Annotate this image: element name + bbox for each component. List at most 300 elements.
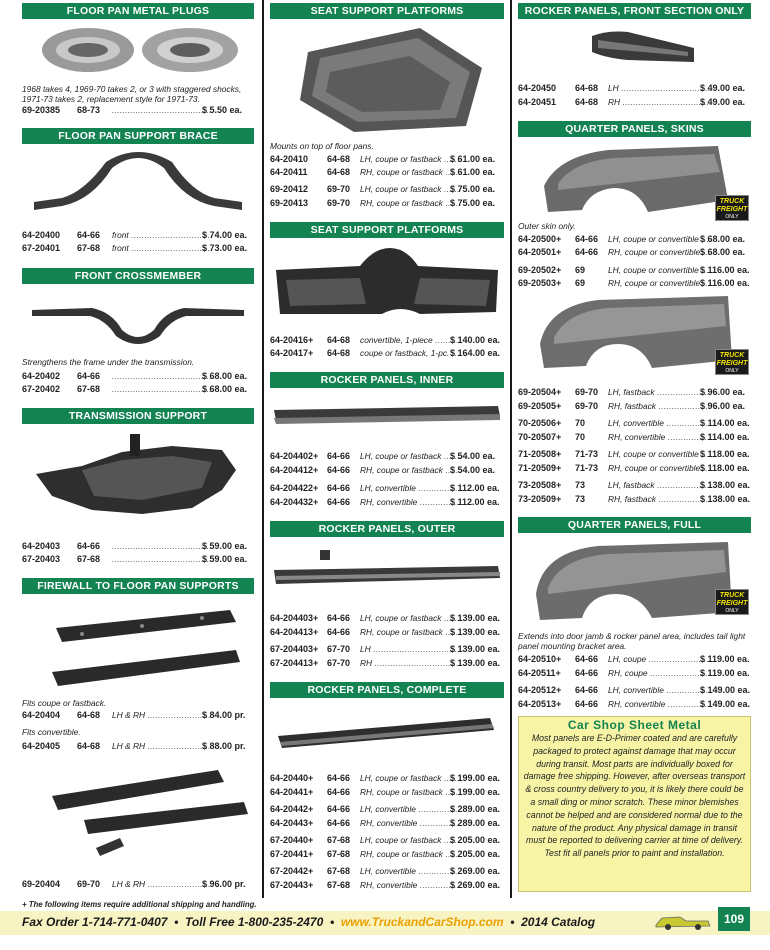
part-description: LH, coupe or convertible ..... — [608, 448, 710, 460]
notice-body: Most panels are E-D-Primer coated and are carefully packaged to protect against damage that may occur during transit. Most parts are individually boxed for damage free shipping. However, after overseas transport & cross country delivery to you, it is likely there could be a small ding or minor scratch. These minor blemishes cannot be helped and are considered normal due to the nature of the product. Any physical damage in transit must be reported to delivering carrier at time of delivery. Test fit all panels prior to paint and installation. — [523, 733, 746, 859]
section-header: QUARTER PANELS, FULL — [518, 517, 751, 533]
model-years: 64-66 — [327, 483, 351, 493]
convertible-platform-image — [270, 244, 504, 324]
part-price: $ 96.00 pr. — [202, 879, 246, 889]
part-description: LH, convertible ..... — [360, 803, 460, 815]
model-years: 64-66 — [575, 685, 599, 695]
part-price: $ 164.00 ea. — [450, 348, 501, 358]
footer-contact: Fax Order 1-714-771-0407 • Toll Free 1-800-235-2470 • www.TruckandCarShop.com • 2014 Catalog — [22, 915, 596, 929]
part-number: 64-20443+ — [270, 818, 314, 828]
model-years: 70 — [575, 418, 586, 428]
truck-freight-badge: TRUCK FREIGHT ONLY — [715, 349, 749, 375]
section-header: FIREWALL TO FLOOR PAN SUPPORTS — [22, 578, 254, 594]
part-description: RH ..... — [608, 96, 710, 108]
part-number: 64-20400 — [22, 230, 61, 240]
part-row — [518, 386, 751, 398]
section-header: ROCKER PANELS, COMPLETE — [270, 682, 504, 698]
section-header: ROCKER PANELS, OUTER — [270, 521, 504, 537]
part-row — [518, 277, 751, 289]
part-number: 64-20510+ — [518, 654, 562, 664]
part-price: $ 88.00 pr. — [202, 741, 246, 751]
part-price: $ 112.00 ea. — [450, 497, 500, 507]
part-number: 67-20443+ — [270, 880, 314, 890]
part-price: $ 73.00 ea. — [202, 243, 248, 253]
part-description: RH, fastback ..... — [608, 400, 710, 412]
part-row — [270, 848, 504, 860]
part-number: 67-204413+ — [270, 658, 319, 668]
part-row — [270, 803, 504, 815]
part-description: LH & RH ..... — [112, 709, 212, 721]
model-years: 70 — [575, 432, 586, 442]
part-price: $ 138.00 ea. — [700, 480, 751, 490]
part-price: $ 138.00 ea. — [700, 494, 751, 504]
outer-rocker-image — [270, 546, 504, 596]
part-number: 64-20513+ — [518, 699, 562, 709]
section-note: Extends into door jamb & rocker panel area, includes tail light panel mounting bracket area. — [518, 631, 746, 651]
model-years: 73 — [575, 480, 586, 490]
part-row — [270, 865, 504, 877]
section-header: TRANSMISSION SUPPORT — [22, 408, 254, 424]
model-years: 67-68 — [327, 880, 351, 890]
seat-platform-image — [270, 22, 504, 134]
part-description — [112, 383, 212, 395]
transmission-support-image — [22, 430, 254, 530]
part-row — [270, 612, 504, 624]
part-price: $ 269.00 ea. — [450, 880, 501, 890]
part-number: 73-20508+ — [518, 480, 562, 490]
model-years: 69-70 — [575, 401, 599, 411]
part-number: 69-20412 — [270, 184, 309, 194]
model-years: 64-66 — [77, 541, 101, 551]
part-number: 67-20441+ — [270, 849, 314, 859]
part-description: front ..... — [112, 229, 212, 241]
part-price: $ 139.00 ea. — [450, 613, 501, 623]
column-divider — [510, 0, 512, 898]
part-number: 64-20442+ — [270, 804, 314, 814]
part-number: 64-20441+ — [270, 787, 314, 797]
part-row — [270, 347, 504, 359]
part-description: RH, coupe or fastback ..... — [360, 197, 460, 209]
part-price: $ 289.00 ea. — [450, 818, 501, 828]
part-row — [518, 462, 751, 474]
part-row — [518, 698, 751, 710]
model-years: 67-68 — [327, 835, 351, 845]
part-number: 64-20450 — [518, 83, 557, 93]
crossmember-image — [22, 292, 254, 352]
part-price: $ 149.00 ea. — [700, 699, 751, 709]
part-price: $ 68.00 ea. — [700, 234, 746, 244]
section-note: Strengthens the frame under the transmission. — [22, 357, 195, 367]
model-years: 64-66 — [575, 234, 599, 244]
part-price: $ 96.00 ea. — [700, 387, 746, 397]
part-description: RH ..... — [360, 657, 460, 669]
part-price: $ 74.00 ea. — [202, 230, 248, 240]
model-years: 64-68 — [327, 335, 351, 345]
part-description: RH, coupe or convertible ..... — [608, 277, 710, 289]
website-link[interactable]: www.TruckandCarShop.com — [340, 915, 504, 929]
part-number: 69-20385 — [22, 105, 61, 115]
part-description: LH, convertible ..... — [608, 417, 710, 429]
model-years: 67-70 — [327, 658, 351, 668]
part-row — [270, 166, 504, 178]
part-number: 64-204422+ — [270, 483, 319, 493]
part-row — [270, 153, 504, 165]
part-description: LH, coupe or fastback ..... — [360, 612, 460, 624]
part-price: $ 116.00 ea. — [700, 278, 750, 288]
part-price: $ 269.00 ea. — [450, 866, 501, 876]
model-years: 64-68 — [327, 154, 351, 164]
model-years: 67-68 — [327, 849, 351, 859]
firewall-support-image — [22, 600, 254, 692]
part-number: 67-204403+ — [270, 644, 319, 654]
model-years: 64-68 — [575, 83, 599, 93]
fax-order: Fax Order 1-714-771-0407 — [22, 915, 168, 929]
part-row — [22, 740, 254, 752]
section-note: 1968 takes 4, 1969-70 takes 2, or 3 with staggered shocks, 1971-73 takes 2, replacement style for 1971-73. — [22, 84, 242, 104]
part-description: RH, coupe or fastback ..... — [360, 848, 460, 860]
section-header: FLOOR PAN SUPPORT BRACE — [22, 128, 254, 144]
model-years: 64-68 — [327, 348, 351, 358]
model-years: 64-66 — [327, 613, 351, 623]
part-number: 64-20511+ — [518, 668, 561, 678]
catalog-year: 2014 Catalog — [521, 915, 596, 929]
part-price: $ 96.00 ea. — [700, 401, 746, 411]
part-number: 69-20505+ — [518, 401, 562, 411]
part-price: $ 140.00 ea. — [450, 335, 501, 345]
model-years: 67-68 — [77, 384, 101, 394]
part-row — [518, 448, 751, 460]
part-price: $ 118.00 ea. — [700, 449, 750, 459]
section-note: Outer skin only. — [518, 221, 576, 231]
model-years: 64-66 — [575, 699, 599, 709]
part-description: LH ..... — [608, 82, 710, 94]
model-years: 64-68 — [575, 97, 599, 107]
part-row — [270, 183, 504, 195]
page-number: 109 — [718, 907, 750, 931]
section-note: Fits convertible. — [22, 727, 81, 737]
part-price: $ 139.00 ea. — [450, 658, 501, 668]
part-row — [22, 383, 254, 395]
part-row — [270, 786, 504, 798]
model-years: 64-68 — [77, 741, 101, 751]
part-price: $ 68.00 ea. — [202, 371, 248, 381]
model-years: 69 — [575, 278, 586, 288]
part-number: 64-20417+ — [270, 348, 314, 358]
front-rocker-image — [518, 22, 751, 72]
part-number: 64-20410 — [270, 154, 309, 164]
model-years: 67-68 — [77, 243, 101, 253]
part-number: 67-20442+ — [270, 866, 314, 876]
part-price: $ 199.00 ea. — [450, 787, 501, 797]
part-row — [270, 197, 504, 209]
part-description: LH & RH ..... — [112, 740, 212, 752]
part-number: 64-204402+ — [270, 451, 319, 461]
part-row — [518, 233, 751, 245]
model-years: 64-68 — [327, 167, 351, 177]
part-number: 67-20402 — [22, 384, 61, 394]
truck-freight-badge: TRUCK FREIGHT ONLY — [715, 589, 749, 615]
part-number: 69-20502+ — [518, 265, 562, 275]
model-years: 64-66 — [327, 497, 351, 507]
part-row — [270, 482, 504, 494]
part-description — [112, 370, 212, 382]
complete-rocker-image — [270, 706, 504, 756]
part-price: $ 139.00 ea. — [450, 644, 501, 654]
part-row — [518, 246, 751, 258]
section-header: FRONT CROSSMEMBER — [22, 268, 254, 284]
part-description: LH, coupe or fastback ..... — [360, 183, 460, 195]
notice-title: Car Shop Sheet Metal — [567, 718, 702, 732]
part-row — [270, 626, 504, 638]
part-row — [22, 242, 254, 254]
part-row — [22, 229, 254, 241]
part-row — [518, 431, 751, 443]
firewall-support-image-2 — [22, 762, 254, 870]
model-years: 67-70 — [327, 644, 351, 654]
part-number: 64-20512+ — [518, 685, 562, 695]
part-description: LH, coupe or fastback ..... — [360, 772, 460, 784]
part-price: $ 61.00 ea. — [450, 167, 496, 177]
model-years: 69-70 — [327, 198, 351, 208]
part-price: $ 49.00 ea. — [700, 83, 746, 93]
part-number: 64-204403+ — [270, 613, 319, 623]
part-price: $ 49.00 ea. — [700, 97, 746, 107]
part-row — [518, 264, 751, 276]
part-description: LH, convertible ..... — [608, 684, 710, 696]
part-number: 67-20401 — [22, 243, 61, 253]
part-number: 70-20506+ — [518, 418, 562, 428]
part-row — [270, 657, 504, 669]
part-price: $ 59.00 ea. — [202, 554, 248, 564]
part-row — [518, 96, 751, 108]
part-description: RH, fastback ..... — [608, 493, 710, 505]
column-divider — [262, 0, 264, 898]
part-number: 64-204432+ — [270, 497, 319, 507]
part-price: $ 119.00 ea. — [700, 654, 750, 664]
part-number: 69-20413 — [270, 198, 309, 208]
floor-plug-image — [22, 24, 254, 76]
part-number: 71-20508+ — [518, 449, 562, 459]
model-years: 64-66 — [327, 627, 351, 637]
part-number: 71-20509+ — [518, 463, 562, 473]
part-row — [270, 496, 504, 508]
model-years: 64-66 — [77, 230, 101, 240]
model-years: 64-66 — [575, 668, 599, 678]
part-number: 64-20405 — [22, 741, 61, 751]
part-number: 64-204413+ — [270, 627, 319, 637]
section-note: Fits coupe or fastback. — [22, 698, 107, 708]
model-years: 69-70 — [327, 184, 351, 194]
model-years: 64-66 — [575, 654, 599, 664]
part-description: LH, coupe or fastback ..... — [360, 834, 460, 846]
part-price: $ 289.00 ea. — [450, 804, 501, 814]
model-years: 64-66 — [327, 465, 351, 475]
part-number: 73-20509+ — [518, 494, 562, 504]
part-number: 64-20416+ — [270, 335, 314, 345]
brace-image — [22, 148, 254, 218]
part-price: $ 68.00 ea. — [202, 384, 248, 394]
part-description: RH, coupe or fastback ..... — [360, 786, 460, 798]
inner-rocker-image — [270, 396, 504, 436]
model-years: 69-70 — [77, 879, 101, 889]
part-description: LH, convertible ..... — [360, 482, 460, 494]
part-number: 69-20404 — [22, 879, 61, 889]
model-years: 64-68 — [77, 710, 101, 720]
part-row — [518, 667, 751, 679]
part-price: $ 5.50 ea. — [202, 105, 243, 115]
part-price: $ 75.00 ea. — [450, 184, 496, 194]
part-number: 69-20504+ — [518, 387, 562, 397]
part-description — [112, 553, 212, 565]
part-number: 69-20503+ — [518, 278, 562, 288]
model-years: 64-66 — [575, 247, 599, 257]
model-years: 68-73 — [77, 105, 101, 115]
model-years: 69 — [575, 265, 586, 275]
part-row — [22, 709, 254, 721]
part-number: 64-20440+ — [270, 773, 314, 783]
part-description: LH, coupe or fastback ..... — [360, 153, 460, 165]
toll-free: Toll Free 1-800-235-2470 — [184, 915, 324, 929]
part-price: $ 139.00 ea. — [450, 627, 501, 637]
part-row — [270, 464, 504, 476]
part-description — [112, 540, 212, 552]
part-description: RH, convertible ..... — [360, 879, 460, 891]
sheet-metal-notice — [518, 716, 751, 892]
part-row — [270, 817, 504, 829]
part-row — [22, 104, 254, 116]
section-header: QUARTER PANELS, SKINS — [518, 121, 751, 137]
model-years: 64-66 — [77, 371, 101, 381]
part-price: $ 54.00 ea. — [450, 465, 496, 475]
part-price: $ 75.00 ea. — [450, 198, 496, 208]
part-row — [518, 400, 751, 412]
part-row — [270, 643, 504, 655]
part-description: RH, coupe or fastback ..... — [360, 464, 460, 476]
section-note: Mounts on top of floor pans. — [270, 141, 374, 151]
part-number: 67-20403 — [22, 554, 61, 564]
part-price: $ 199.00 ea. — [450, 773, 501, 783]
truck-icon — [652, 913, 714, 931]
section-header: FLOOR PAN METAL PLUGS — [22, 3, 254, 19]
part-row — [518, 417, 751, 429]
part-row — [518, 479, 751, 491]
model-years: 64-66 — [327, 804, 351, 814]
model-years: 64-66 — [327, 787, 351, 797]
part-price: $ 112.00 ea. — [450, 483, 500, 493]
part-price: $ 118.00 ea. — [700, 463, 750, 473]
part-description: LH, coupe or convertible ..... — [608, 264, 710, 276]
column-2 — [270, 0, 504, 900]
part-price: $ 59.00 ea. — [202, 541, 248, 551]
part-row — [270, 834, 504, 846]
part-description: LH, fastback ..... — [608, 479, 710, 491]
shipping-footnote: + The following items require additional shipping and handling. — [22, 900, 257, 909]
section-header: SEAT SUPPORT PLATFORMS — [270, 222, 504, 238]
model-years: 73 — [575, 494, 586, 504]
model-years: 67-68 — [327, 866, 351, 876]
part-description: RH, coupe or convertible ..... — [608, 462, 710, 474]
part-price: $ 54.00 ea. — [450, 451, 496, 461]
part-price: $ 149.00 ea. — [700, 685, 751, 695]
part-row — [518, 82, 751, 94]
truck-freight-badge: TRUCK FREIGHT ONLY — [715, 195, 749, 221]
model-years: 64-66 — [327, 773, 351, 783]
part-description — [112, 104, 212, 116]
column-1 — [22, 0, 254, 900]
part-price: $ 205.00 ea. — [450, 849, 501, 859]
part-number: 64-20402 — [22, 371, 61, 381]
model-years: 64-66 — [327, 451, 351, 461]
part-number: 64-20451 — [518, 97, 557, 107]
part-price: $ 116.00 ea. — [700, 265, 750, 275]
section-header: ROCKER PANELS, FRONT SECTION ONLY — [518, 3, 751, 19]
part-row — [270, 334, 504, 346]
part-description: front ..... — [112, 242, 212, 254]
part-description: coupe or fastback, 1-pc. ..... — [360, 347, 460, 359]
part-row — [518, 684, 751, 696]
part-row — [22, 370, 254, 382]
part-row — [518, 653, 751, 665]
model-years: 71-73 — [575, 449, 599, 459]
part-description: LH, convertible ..... — [360, 865, 460, 877]
part-row — [22, 540, 254, 552]
part-price: $ 114.00 ea. — [700, 432, 750, 442]
part-description: RH, convertible ..... — [360, 496, 460, 508]
model-years: 71-73 — [575, 463, 599, 473]
part-number: 70-20507+ — [518, 432, 562, 442]
part-row — [270, 879, 504, 891]
part-row — [22, 878, 254, 890]
model-years: 64-66 — [327, 818, 351, 828]
part-description: LH, coupe or convertible ..... — [608, 233, 710, 245]
part-description: RH, convertible ..... — [608, 698, 710, 710]
part-description: LH & RH ..... — [112, 878, 212, 890]
part-description: RH, convertible ..... — [608, 431, 710, 443]
part-number: 64-20501+ — [518, 247, 562, 257]
part-number: 64-20500+ — [518, 234, 562, 244]
part-number: 64-204412+ — [270, 465, 319, 475]
part-description: LH, fastback ..... — [608, 386, 710, 398]
part-price: $ 119.00 ea. — [700, 668, 750, 678]
part-row — [270, 450, 504, 462]
part-price: $ 84.00 pr. — [202, 710, 246, 720]
part-number: 64-20403 — [22, 541, 61, 551]
part-description: LH, coupe ..... — [608, 653, 710, 665]
part-description: RH, coupe or convertible ..... — [608, 246, 710, 258]
part-description: RH, coupe ..... — [608, 667, 710, 679]
part-price: $ 114.00 ea. — [700, 418, 750, 428]
part-number: 67-20440+ — [270, 835, 314, 845]
part-price: $ 68.00 ea. — [700, 247, 746, 257]
part-price: $ 61.00 ea. — [450, 154, 496, 164]
section-header: SEAT SUPPORT PLATFORMS — [270, 3, 504, 19]
section-header: ROCKER PANELS, INNER — [270, 372, 504, 388]
part-description: RH, coupe or fastback ..... — [360, 166, 460, 178]
model-years: 67-68 — [77, 554, 101, 564]
part-number: 64-20411 — [270, 167, 308, 177]
model-years: 69-70 — [575, 387, 599, 397]
part-description: convertible, 1-piece ..... — [360, 334, 460, 346]
part-description: LH, coupe or fastback ..... — [360, 450, 460, 462]
part-description: RH, convertible ..... — [360, 817, 460, 829]
part-row — [518, 493, 751, 505]
part-description: RH, coupe or fastback ..... — [360, 626, 460, 638]
part-row — [270, 772, 504, 784]
part-price: $ 205.00 ea. — [450, 835, 501, 845]
part-row — [22, 553, 254, 565]
part-number: 64-20404 — [22, 710, 61, 720]
part-description: LH ..... — [360, 643, 460, 655]
